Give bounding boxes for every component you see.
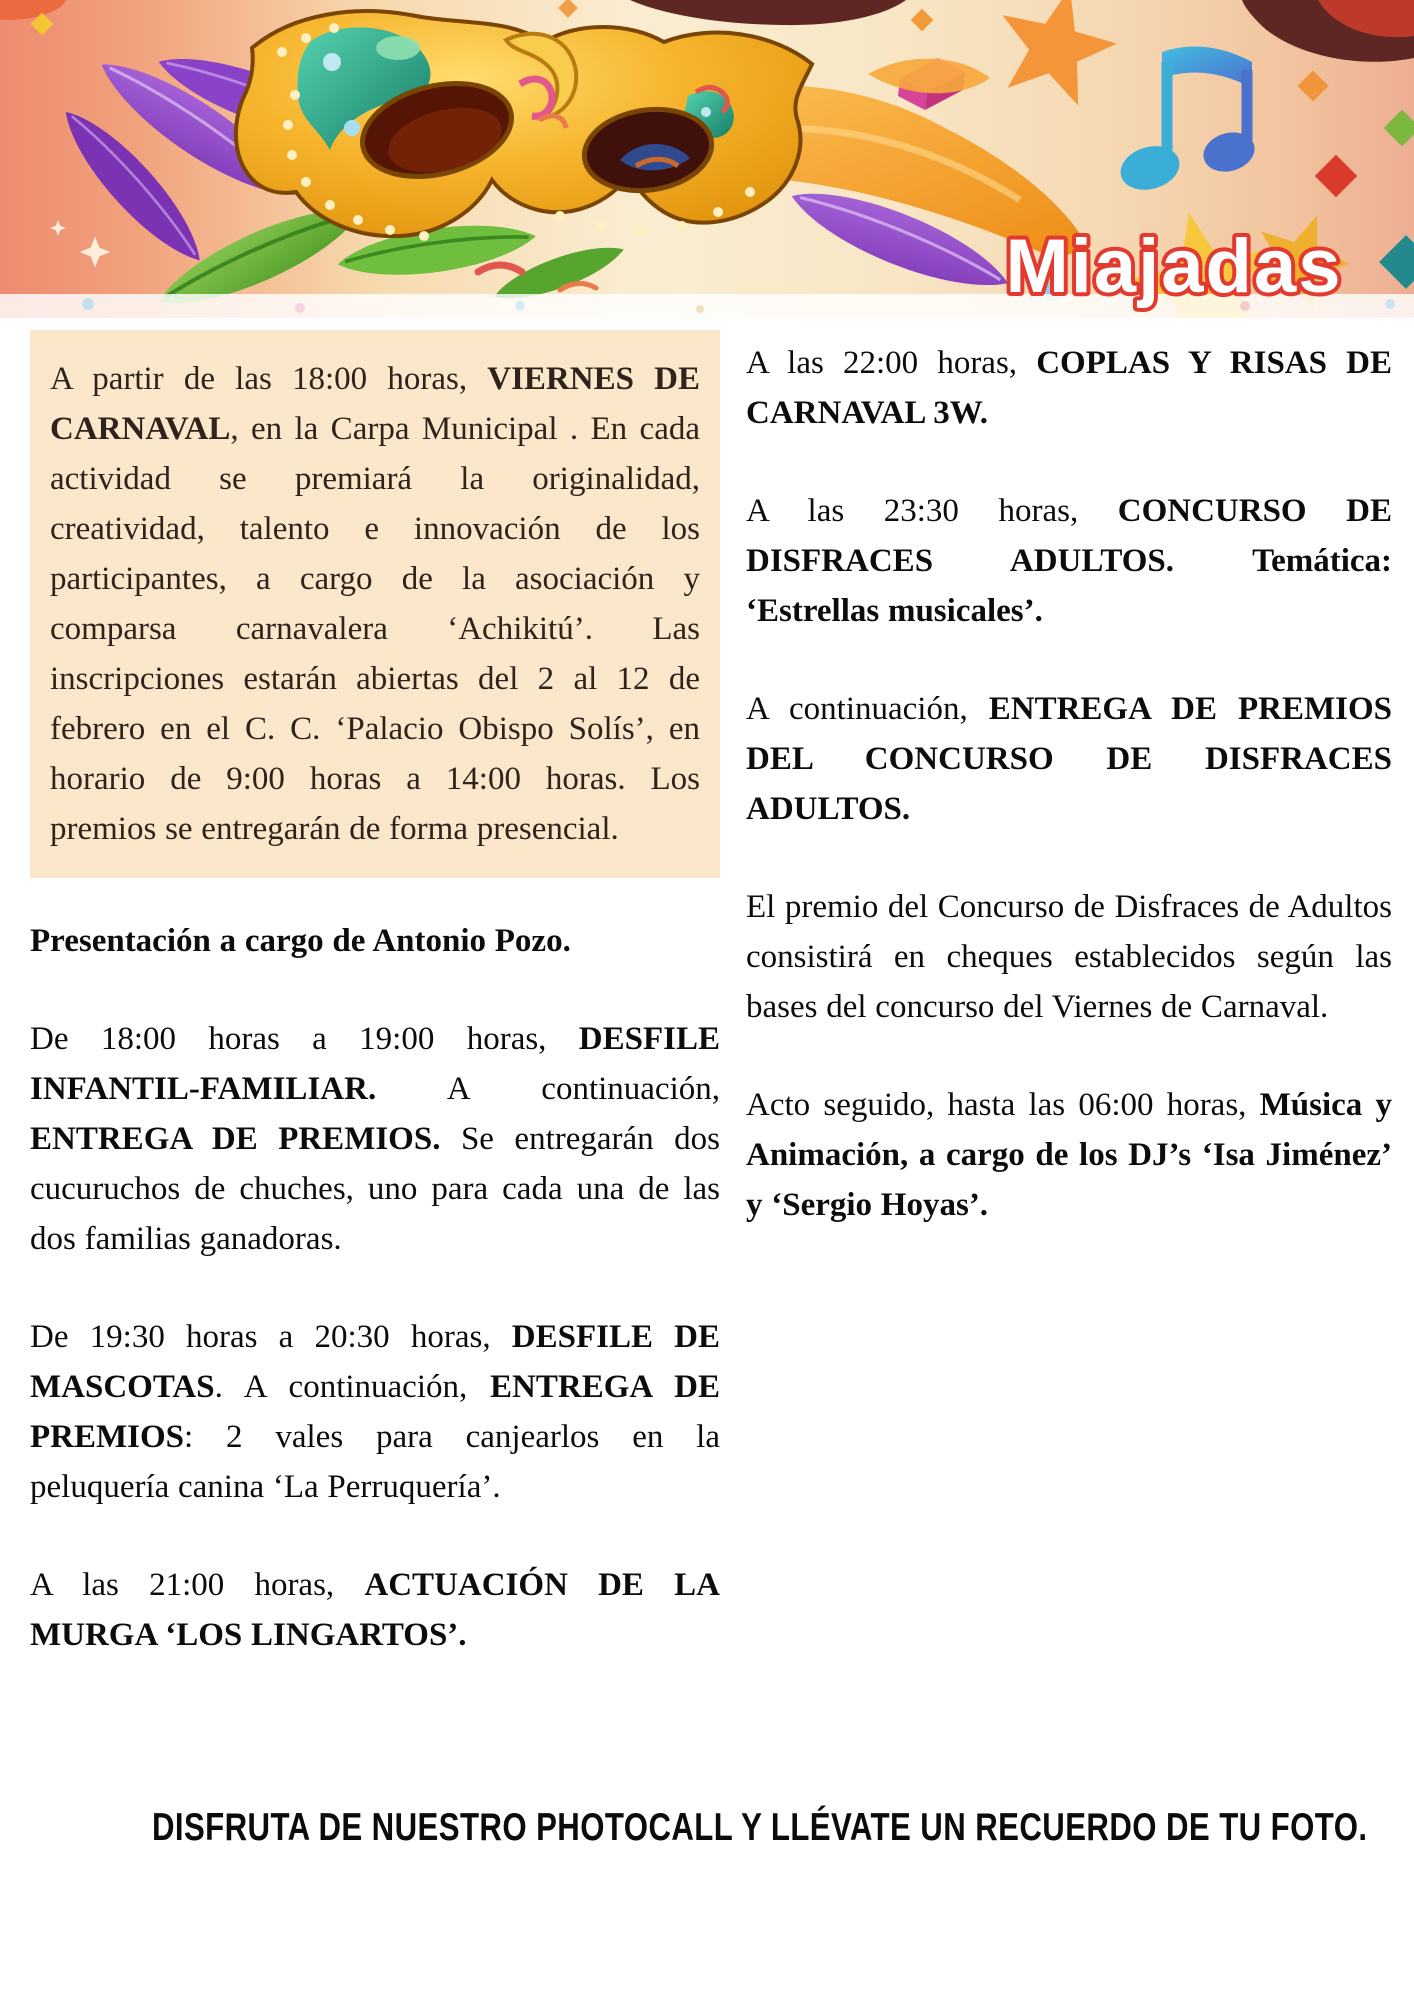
paragraph-intro: A partir de las 18:00 horas, VIERNES DE CARNAVAL, en la Carpa Municipal . En cada actividad se premiará la originalidad, creatividad, talento e innovación de los participantes, a cargo de la asociación y comparsa carnavalera ‘Achikitú’. Las inscripciones estarán abiertas del 2 al 12 de febrero en el C. C. ‘Palacio Obispo Solís’, en horario de 9:00 horas a 14:00 horas. Los premios se entregarán de forma presencial. [50,361,700,847]
paragraph-coplas: A las 22:00 horas, COPLAS Y RISAS DE CARNAVAL 3W. [746,345,1392,431]
left-column [30,330,720,1660]
paragraph-presentation: Presentación a cargo de Antonio Pozo. [30,923,571,959]
right-column [746,338,1392,1230]
paragraph-actuacion-murga: A las 21:00 horas, ACTUACIÓN DE LA MURGA ‘LOS LINGARTOS’. [30,1567,720,1653]
paragraph-premio-cheques: El premio del Concurso de Disfraces de Adultos consistirá en cheques establecidos según las bases del concurso del Viernes de Carnaval. [746,889,1392,1025]
carnival-mask-icon [236,11,812,241]
paragraph-desfile-infantil: De 18:00 horas a 19:00 horas, DESFILE INFANTIL-FAMILIAR. A continuación, ENTREGA DE PREMIOS. Se entregarán dos cucuruchos de chuches, uno para cada una de las dos familias ganadoras. [30,1021,720,1257]
town-name-text: Miajadas [1005,224,1343,309]
footer-text: DISFRUTA DE NUESTRO PHOTOCALL Y LLÉVATE UN RECUERDO DE TU FOTO. [151,1806,1368,1849]
paragraph-desfile-mascotas: De 19:30 horas a 20:30 horas, DESFILE DE MASCOTAS. A continuación, ENTREGA DE PREMIOS: 2 vales para canjearlos en la peluquería canina ‘La Perruquería’. [30,1319,721,1505]
paragraph-concurso-disfraces: A las 23:30 horas, CONCURSO DE DISFRACES ADULTOS. Temática: ‘Estrellas musicales’. [746,493,1392,629]
footer-banner [0,1806,1414,1850]
highlight-box [30,330,720,878]
header-illustration [0,0,1414,318]
paragraph-musica-dj: Acto seguido, hasta las 06:00 horas, Música y Animación, a cargo de los DJ’s ‘Isa Jiménez’ y ‘Sergio Hoyas’. [746,1087,1392,1223]
paragraph-entrega-premios-concurso: A continuación, ENTREGA DE PREMIOS DEL CONCURSO DE DISFRACES ADULTOS. [746,691,1392,827]
